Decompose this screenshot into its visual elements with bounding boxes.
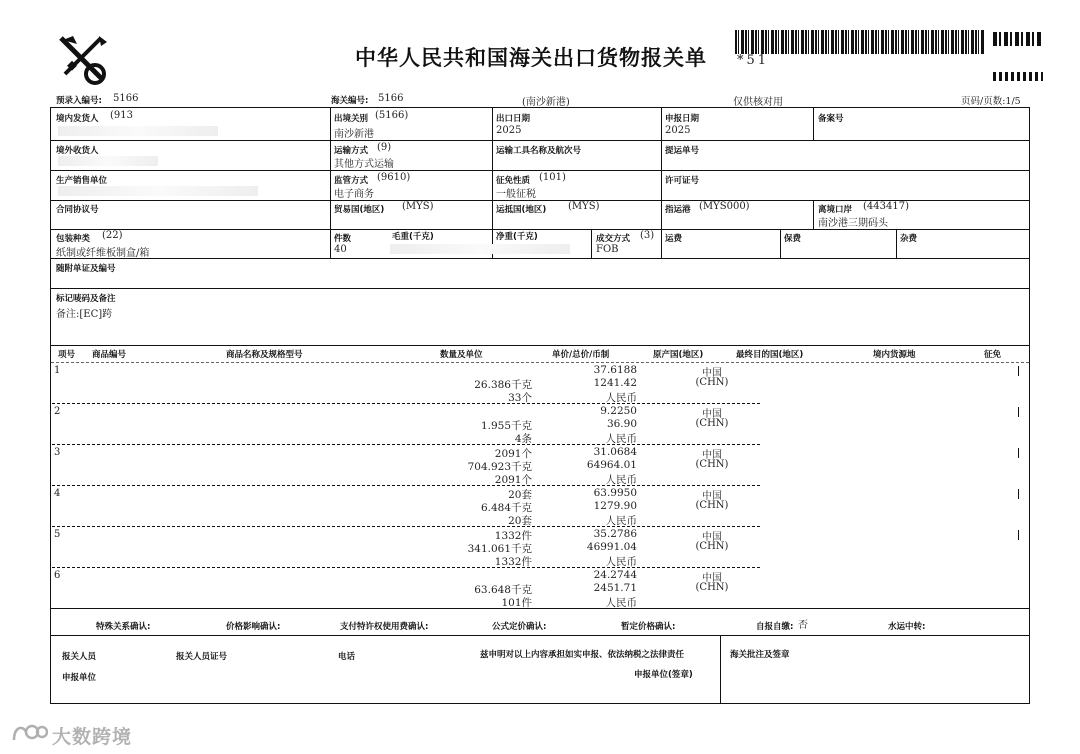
bill-no-label: 提运单号 <box>665 146 700 156</box>
item-origin-line: (CHN) <box>695 459 729 470</box>
exit-port-value: 南沙港三期码头 <box>818 218 888 229</box>
supervision-value: 电子商务 <box>334 189 374 200</box>
form-title: 中华人民共和国海关出口货物报关单 <box>355 45 707 70</box>
special-relation-confirm: 特殊关系确认: <box>96 622 151 632</box>
declare-unit-seal-label: 申报单位(签章) <box>634 670 693 680</box>
item-qty-line: 4条 <box>514 433 532 445</box>
dest-country-code: (MYS) <box>568 201 600 212</box>
supervision-code: (9610) <box>377 172 411 183</box>
customs-no-label: 海关编号: <box>331 96 369 106</box>
transaction-code: (3) <box>640 230 655 241</box>
check-note: 仅供核对用 <box>733 97 783 108</box>
item-qty-line: 1.955千克 <box>480 420 532 432</box>
dest-port-code: (MYS000) <box>699 201 750 212</box>
tax-nature-label: 征免性质 <box>496 176 531 186</box>
item-qty-line: 2091个 <box>494 448 532 460</box>
dest-port-label: 指运港 <box>665 205 691 215</box>
insurance-label: 保费 <box>784 234 802 244</box>
row-divider <box>52 567 760 568</box>
item-origin-line: 中国 <box>702 409 722 420</box>
item-price-line: 人民币 <box>605 433 637 445</box>
item-origin-line: (CHN) <box>695 418 729 429</box>
declare-date-label: 申报日期 <box>665 114 700 124</box>
item-qty-line: 341.061千克 <box>467 543 532 555</box>
customs-no-value: 5166 <box>378 93 404 104</box>
item-qty-line: 33个 <box>508 392 532 404</box>
contract-label: 合同协议号 <box>56 205 99 215</box>
phone-label: 电话 <box>338 652 356 662</box>
item-origin-line: (CHN) <box>695 377 729 388</box>
item-no: 6 <box>54 570 61 581</box>
statement-text: 兹申明对以上内容承担如实申报、依法纳税之法律责任 <box>480 650 685 660</box>
exit-port-code: (443417) <box>863 201 909 212</box>
col-qty: 数量及单位 <box>440 350 483 360</box>
declarant-label: 报关人员 <box>62 652 97 662</box>
item-qty-line: 6.484千克 <box>480 502 532 514</box>
pieces-label: 件数 <box>334 234 352 244</box>
transaction-value: FOB <box>596 244 619 255</box>
col-origin: 原产国(地区) <box>653 350 704 360</box>
item-qty-line: 2091个 <box>494 474 532 486</box>
formula-confirm: 公式定价确认: <box>492 622 547 632</box>
item-origin-line: 中国 <box>702 368 722 379</box>
item-origin-line: (CHN) <box>695 500 729 511</box>
item-price-line: 24.2744 <box>593 569 637 581</box>
item-price-line: 人民币 <box>605 392 637 404</box>
item-price-line: 1279.90 <box>593 500 637 512</box>
item-price-line: 人民币 <box>605 515 637 527</box>
freight-label: 运费 <box>665 234 683 244</box>
item-price-line: 35.2786 <box>593 528 637 540</box>
trade-country-code: (MYS) <box>402 201 434 212</box>
vessel-label: 运输工具名称及航次号 <box>496 146 582 156</box>
item-no: 2 <box>54 406 61 417</box>
row-divider <box>52 403 760 404</box>
domestic-sender-label: 境内发货人 <box>56 114 99 124</box>
preentry-label: 预录入编号: <box>56 96 102 106</box>
royalty-confirm: 支付特许权使用费确认: <box>340 622 429 632</box>
page-info: 页码/页数:1/5 <box>961 96 1021 107</box>
col-source: 境内货源地 <box>873 350 916 360</box>
item-qty-line: 20套 <box>508 489 532 501</box>
barcode <box>735 30 985 54</box>
item-origin-line: 中国 <box>702 573 722 584</box>
item-origin-line: (CHN) <box>695 582 729 593</box>
item-qty-line: 26.386千克 <box>474 379 532 391</box>
misc-fee-label: 杂费 <box>900 234 918 244</box>
item-qty-line: 101件 <box>501 597 532 609</box>
record-no-label: 备案号 <box>818 114 844 124</box>
qr-code-lower <box>993 72 1043 81</box>
customs-remark-label: 海关批注及签章 <box>730 650 790 660</box>
item-price-line: 31.0684 <box>593 446 637 458</box>
tax-nature-value: 一般征税 <box>496 189 536 200</box>
docs-label: 随附单证及编号 <box>56 264 116 274</box>
item-price-line: 人民币 <box>605 597 637 609</box>
price-impact-confirm: 价格影响确认: <box>226 622 281 632</box>
overseas-receiver-label: 境外收货人 <box>56 146 99 156</box>
preentry-value: 5166 <box>113 93 139 104</box>
item-no: 1 <box>54 365 61 376</box>
domestic-sender-value: (913 <box>110 110 133 121</box>
pieces-value: 40 <box>334 244 347 255</box>
item-price-line: 人民币 <box>605 556 637 568</box>
item-price-line: 37.6188 <box>593 364 637 376</box>
declare-date-value: 2025 <box>665 125 691 136</box>
col-tax: 征免 <box>984 350 1002 360</box>
col-item-no: 项号 <box>58 350 76 360</box>
provisional-confirm: 暂定价格确认: <box>621 622 676 632</box>
transit-label: 水运中转: <box>888 622 926 632</box>
self-report-label: 自报自缴: <box>756 622 794 632</box>
item-origin-line: 中国 <box>702 491 722 502</box>
net-weight-label: 净重(千克) <box>496 232 538 242</box>
self-report-value: 否 <box>798 620 808 631</box>
export-date-label: 出口日期 <box>496 114 531 124</box>
item-qty-line: 63.648千克 <box>474 584 532 596</box>
col-price: 单价/总价/币制 <box>552 350 610 360</box>
item-price-line: 63.9950 <box>593 487 637 499</box>
item-qty-line: 1332件 <box>494 530 532 542</box>
port-name: (南沙新港) <box>522 97 570 108</box>
item-price-line: 36.90 <box>606 418 637 430</box>
package-type-code: (22) <box>102 230 123 241</box>
item-price-line: 46991.04 <box>586 541 637 553</box>
declarant-cert-label: 报关人员证号 <box>176 652 228 662</box>
transport-mode-value: 其他方式运输 <box>334 159 394 170</box>
customs-emblem-icon <box>55 32 111 88</box>
item-qty-line: 1332件 <box>494 556 532 568</box>
trade-country-label: 贸易国(地区) <box>334 205 385 215</box>
item-no: 4 <box>54 488 61 499</box>
transport-mode-code: (9) <box>377 142 392 153</box>
transport-mode-label: 运输方式 <box>334 146 369 156</box>
supervision-label: 监管方式 <box>334 176 369 186</box>
item-price-line: 1241.42 <box>593 377 637 389</box>
marks-label: 标记唛码及备注 <box>56 294 116 304</box>
marks-value: 备注:[EC]跨 <box>56 309 113 320</box>
tax-nature-code: (101) <box>539 172 566 183</box>
col-code: 商品编号 <box>92 350 127 360</box>
row-divider <box>52 526 760 527</box>
item-origin-line: 中国 <box>702 450 722 461</box>
item-no: 5 <box>54 529 61 540</box>
barcode-suffix: *51 <box>737 53 770 68</box>
item-qty-line: 20套 <box>508 515 532 527</box>
item-price-line: 人民币 <box>605 474 637 486</box>
exit-customs-code: (5166) <box>375 110 409 121</box>
col-dest: 最终目的国(地区) <box>736 350 804 360</box>
exit-customs-label: 出境关别 <box>334 114 369 124</box>
declare-unit-label: 申报单位 <box>62 673 97 683</box>
item-no: 3 <box>54 447 61 458</box>
dest-country-label: 运抵国(地区) <box>496 205 547 215</box>
item-price-line: 64964.01 <box>586 459 637 471</box>
watermark-text: 大数跨境 <box>52 726 133 748</box>
package-type-value: 纸制或纤维板制盒/箱 <box>56 248 150 259</box>
qr-code <box>993 32 1043 46</box>
watermark-logo-icon <box>10 720 48 744</box>
row-divider <box>52 444 760 445</box>
exit-port-label: 离境口岸 <box>818 205 853 215</box>
transaction-label: 成交方式 <box>596 234 631 244</box>
col-name: 商品名称及规格型号 <box>226 350 303 360</box>
row-divider <box>52 485 760 486</box>
producer-label: 生产销售单位 <box>56 176 108 186</box>
license-label: 许可证号 <box>665 176 700 186</box>
package-type-label: 包装种类 <box>56 234 91 244</box>
item-price-line: 2451.71 <box>593 582 637 594</box>
item-origin-line: 中国 <box>702 532 722 543</box>
item-origin-line: (CHN) <box>695 541 729 552</box>
exit-customs-value: 南沙新港 <box>334 129 374 140</box>
gross-weight-label: 毛重(千克) <box>392 232 434 242</box>
item-price-line: 9.2250 <box>600 405 637 417</box>
item-qty-line: 704.923千克 <box>467 461 532 473</box>
export-date-value: 2025 <box>496 125 522 136</box>
